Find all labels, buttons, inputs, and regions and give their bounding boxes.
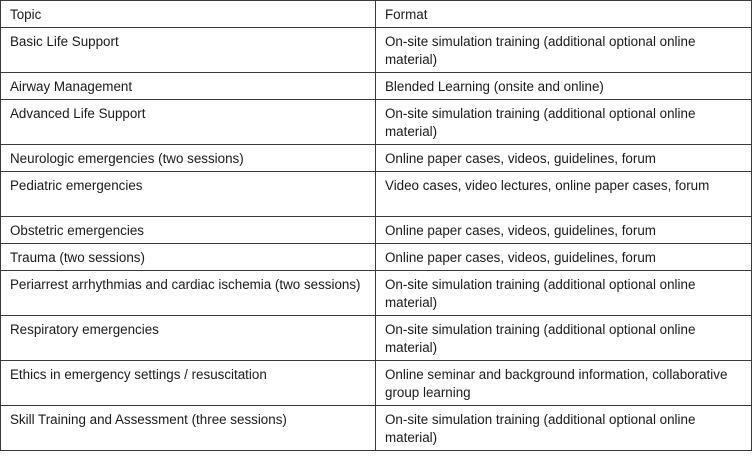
topic-cell: Skill Training and Assessment (three sessions)	[1, 406, 376, 451]
table-row	[1, 316, 752, 361]
table-row	[1, 244, 752, 271]
format-cell: On-site simulation training (additional optional online material)	[376, 406, 752, 451]
table-row	[1, 406, 752, 451]
format-cell: Blended Learning (onsite and online)	[376, 73, 752, 100]
topic-cell: Airway Management	[1, 73, 376, 100]
topic-cell: Ethics in emergency settings / resuscitation	[1, 361, 376, 406]
table-header-row	[1, 1, 752, 28]
header-format: Format	[376, 1, 752, 28]
format-cell: On-site simulation training (additional optional online material)	[376, 28, 752, 73]
format-cell: Online paper cases, videos, guidelines, forum	[376, 244, 752, 271]
format-cell: Video cases, video lectures, online paper cases, forum	[376, 172, 752, 217]
table-row	[1, 271, 752, 316]
topic-cell: Respiratory emergencies	[1, 316, 376, 361]
topic-cell: Basic Life Support	[1, 28, 376, 73]
header-topic: Topic	[1, 1, 376, 28]
format-cell: On-site simulation training (additional optional online material)	[376, 100, 752, 145]
table-row	[1, 145, 752, 172]
format-cell: Online paper cases, videos, guidelines, forum	[376, 145, 752, 172]
format-cell: Online seminar and background information, collaborative group learning	[376, 361, 752, 406]
topic-cell: Periarrest arrhythmias and cardiac ischemia (two sessions)	[1, 271, 376, 316]
topic-cell: Neurologic emergencies (two sessions)	[1, 145, 376, 172]
topic-cell: Obstetric emergencies	[1, 217, 376, 244]
topic-cell: Advanced Life Support	[1, 100, 376, 145]
table-row	[1, 28, 752, 73]
table-row	[1, 100, 752, 145]
table-row	[1, 361, 752, 406]
table-row	[1, 172, 752, 217]
topic-cell: Pediatric emergencies	[1, 172, 376, 217]
table-row	[1, 73, 752, 100]
format-cell: Online paper cases, videos, guidelines, forum	[376, 217, 752, 244]
table-row	[1, 217, 752, 244]
topic-cell: Trauma (two sessions)	[1, 244, 376, 271]
format-cell: On-site simulation training (additional optional online material)	[376, 316, 752, 361]
format-cell: On-site simulation training (additional optional online material)	[376, 271, 752, 316]
